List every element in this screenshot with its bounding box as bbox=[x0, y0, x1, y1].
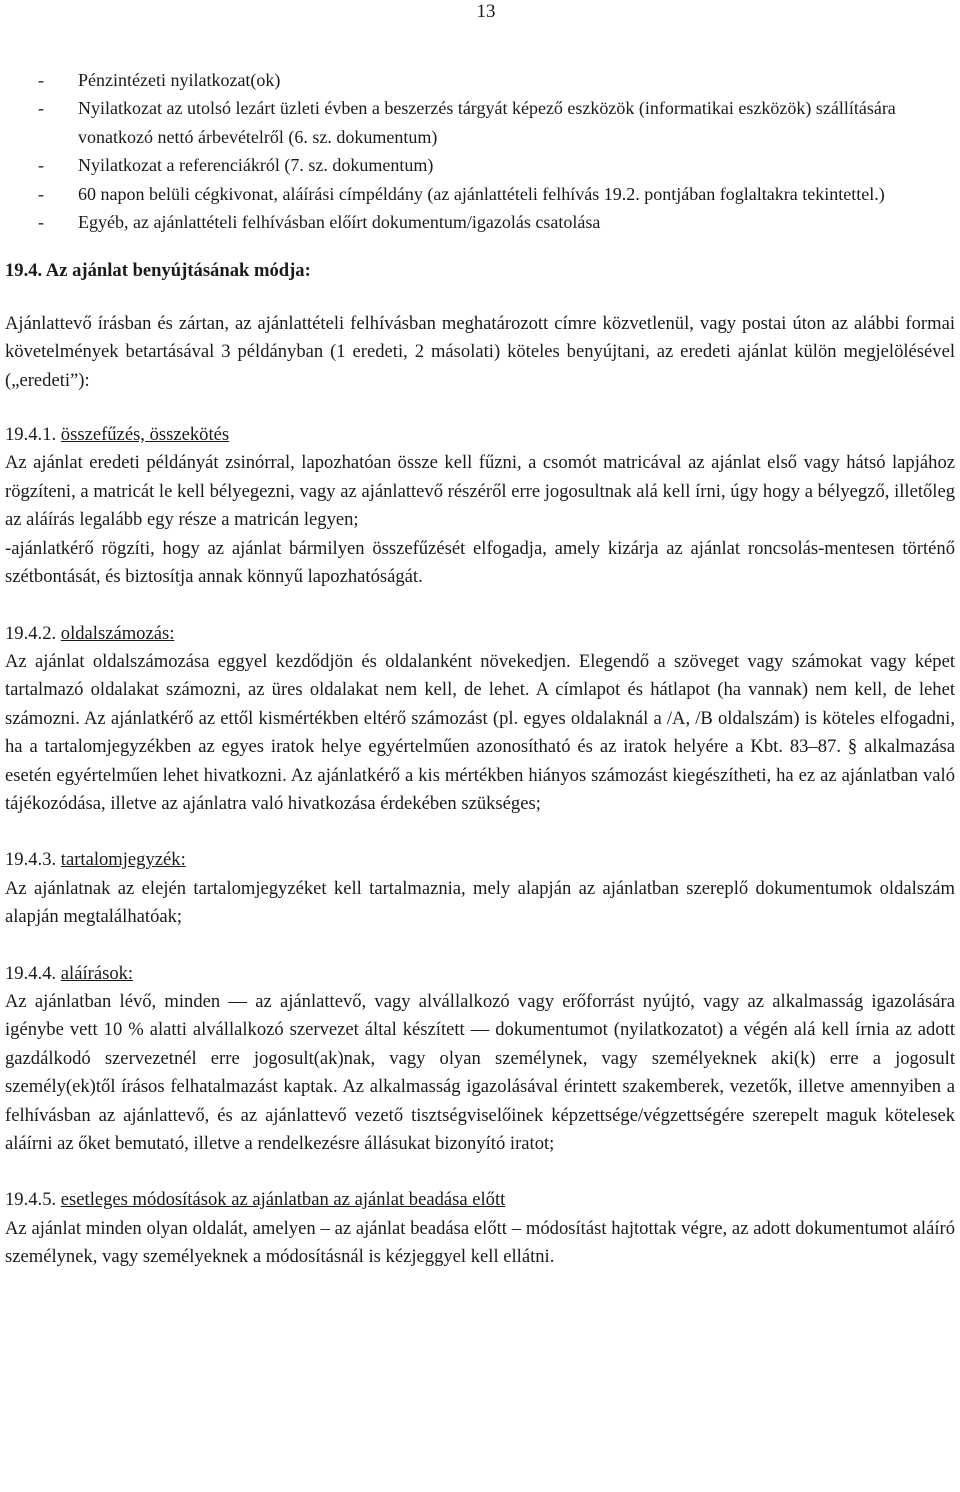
subsection-paragraph: -ajánlatkérő rögzíti, hogy az ajánlat bármilyen összefűzését elfogadja, amely kizárja az ajánlat roncsolás-mentesen történő szétbontását, és biztosítja annak könnyű lapozhatóságát. bbox=[5, 537, 955, 588]
subsection-signatures bbox=[5, 960, 955, 1159]
bullet-dash: - bbox=[38, 212, 44, 233]
list-item bbox=[5, 180, 955, 208]
subsection-modifications bbox=[5, 1186, 955, 1271]
required-documents-list bbox=[5, 66, 955, 236]
list-item bbox=[5, 94, 955, 151]
subsection-label: tartalomjegyzék: bbox=[60, 849, 186, 871]
subsection-label: összefűzés, összekötés bbox=[60, 424, 230, 446]
list-item bbox=[5, 208, 955, 236]
section-intro: Ajánlattevő írásban és zártan, az ajánlattételi felhívásban meghatározott címre közvetlenül, vagy postai úton az alábbi formai követelmények betartásával 3 példányban (1 eredeti, 2 másolati) köteles benyújtani, az eredeti ajánlat külön megjelölésével („eredeti”): bbox=[5, 312, 955, 391]
list-item-text: Nyilatkozat az utolsó lezárt üzleti évben a beszerzés tárgyát képező eszközök (informatikai eszközök) szállítására vonatkozó nettó árbevételről (6. sz. dokumentum) bbox=[78, 98, 896, 147]
subsection-table-of-contents bbox=[5, 846, 955, 931]
subsection-page-numbering bbox=[5, 620, 955, 819]
bullet-dash: - bbox=[38, 155, 44, 176]
subsection-label: oldalszámozás: bbox=[60, 622, 175, 644]
section-heading: 19.4. Az ajánlat benyújtásának módja: bbox=[5, 260, 311, 282]
subsection-label: aláírások: bbox=[60, 962, 134, 984]
subsection-title bbox=[5, 1186, 955, 1214]
list-item-text: Egyéb, az ajánlattételi felhívásban előírt dokumentum/igazolás csatolása bbox=[78, 212, 601, 233]
bullet-dash: - bbox=[38, 70, 44, 90]
list-item-text: 60 napon belüli cégkivonat, aláírási címpéldány (az ajánlattételi felhívás 19.2. pontjában foglaltakra tekintettel.) bbox=[78, 183, 885, 204]
subsection-number: 19.4.4. bbox=[5, 962, 57, 984]
subsection-paragraph: Az ajánlatnak az elején tartalomjegyzéket kell tartalmaznia, mely alapján az ajánlatban szereplő dokumentumok oldalszám alapján megtalálhatóak; bbox=[5, 877, 955, 928]
list-item-text: Pénzintézeti nyilatkozat(ok) bbox=[78, 70, 281, 90]
list-item bbox=[5, 151, 955, 179]
subsection-number: 19.4.2. bbox=[5, 622, 57, 644]
page-number: 13 bbox=[476, 1, 496, 22]
list-item bbox=[5, 66, 955, 94]
subsection-paragraph: Az ajánlatban lévő, minden — az ajánlattevő, vagy alvállalkozó vagy erőforrást nyújtó, vagy az alkalmasság igazolására igénybe vett 10 % alatti alvállalkozó szervezet által készített — dokumentumot (nyilatkozatot) a végén alá kell írnia az adott gazdálkodó szervezetnél erre jogosult(ak)nak, vagy olyan személynek, vagy személyeknek aki(k) erre a jogosult személy(ek)től írásos felhatalmazást kaptak. Az alkalmasság igazolásával érintett szakemberek, vezetők, illetve amennyiben a felhívásban az ajánlattevő, és az ajánlattevő vezető tisztségviselőinek képzettsége/végzettségére szerepelt maguk kötelesek aláírni az őket bemutató, illetve a rendelkezésre állásukat bizonyító iratot; bbox=[5, 990, 955, 1154]
bullet-dash: - bbox=[38, 183, 44, 204]
subsection-number: 19.4.5. bbox=[5, 1189, 57, 1211]
list-item-text: Nyilatkozat a referenciákról (7. sz. dokumentum) bbox=[78, 155, 434, 176]
subsection-number: 19.4.3. bbox=[5, 849, 57, 871]
subsection-title bbox=[5, 960, 955, 988]
subsection-binding bbox=[5, 421, 955, 591]
subsection-paragraph: Az ajánlat minden olyan oldalát, amelyen – az ajánlat beadása előtt – módosítást hajtottak végre, az adott dokumentumot aláíró személynek, vagy személyeknek a módosításnál is kézjeggyel kell ellátni. bbox=[5, 1217, 955, 1268]
subsection-label: esetleges módosítások az ajánlatban az ajánlat beadása előtt bbox=[60, 1189, 506, 1211]
subsection-title bbox=[5, 620, 955, 648]
document-body bbox=[5, 66, 955, 1272]
subsection-number: 19.4.1. bbox=[5, 424, 57, 446]
subsection-title bbox=[5, 846, 955, 874]
subsection-title bbox=[5, 421, 955, 449]
subsection-paragraph: Az ajánlat eredeti példányát zsinórral, lapozhatóan össze kell fűzni, a csomót matricával az ajánlat első vagy hátsó lapjához rögzíteni, a matricát le kell bélyegezni, vagy az ajánlattevő részéről erre jogosultnak alá kell írni, úgy hogy a bélyegző, illetőleg az aláírás legalább egy része a matricán legyen; bbox=[5, 452, 955, 531]
subsection-paragraph: Az ajánlat oldalszámozása eggyel kezdődjön és oldalanként növekedjen. Elegendő a szöveget vagy számokat vagy képet tartalmazó oldalakat számozni, az üres oldalakat nem kell, de lehet. A címlapot és hátlapot (ha vannak) nem kell, de lehet számozni. Az ajánlatkérő az ettől kismértékben eltérő számozást (pl. egyes oldalaknál a /A, /B oldalszám) is köteles elfogadni, ha a tartalomjegyzékben az egyes iratok helye egyértelműen azonosítható és az iratok helyére a Kbt. 83–87. § alkalmazása esetén egyértelműen lehet hivatkozni. Az ajánlatkérő a kis mértékben hiányos számozást kiegészítheti, ha ez az ajánlatban való tájékozódása, illetve az ajánlatra való hivatkozása érdekében szükséges; bbox=[5, 650, 955, 814]
bullet-dash: - bbox=[38, 98, 44, 119]
